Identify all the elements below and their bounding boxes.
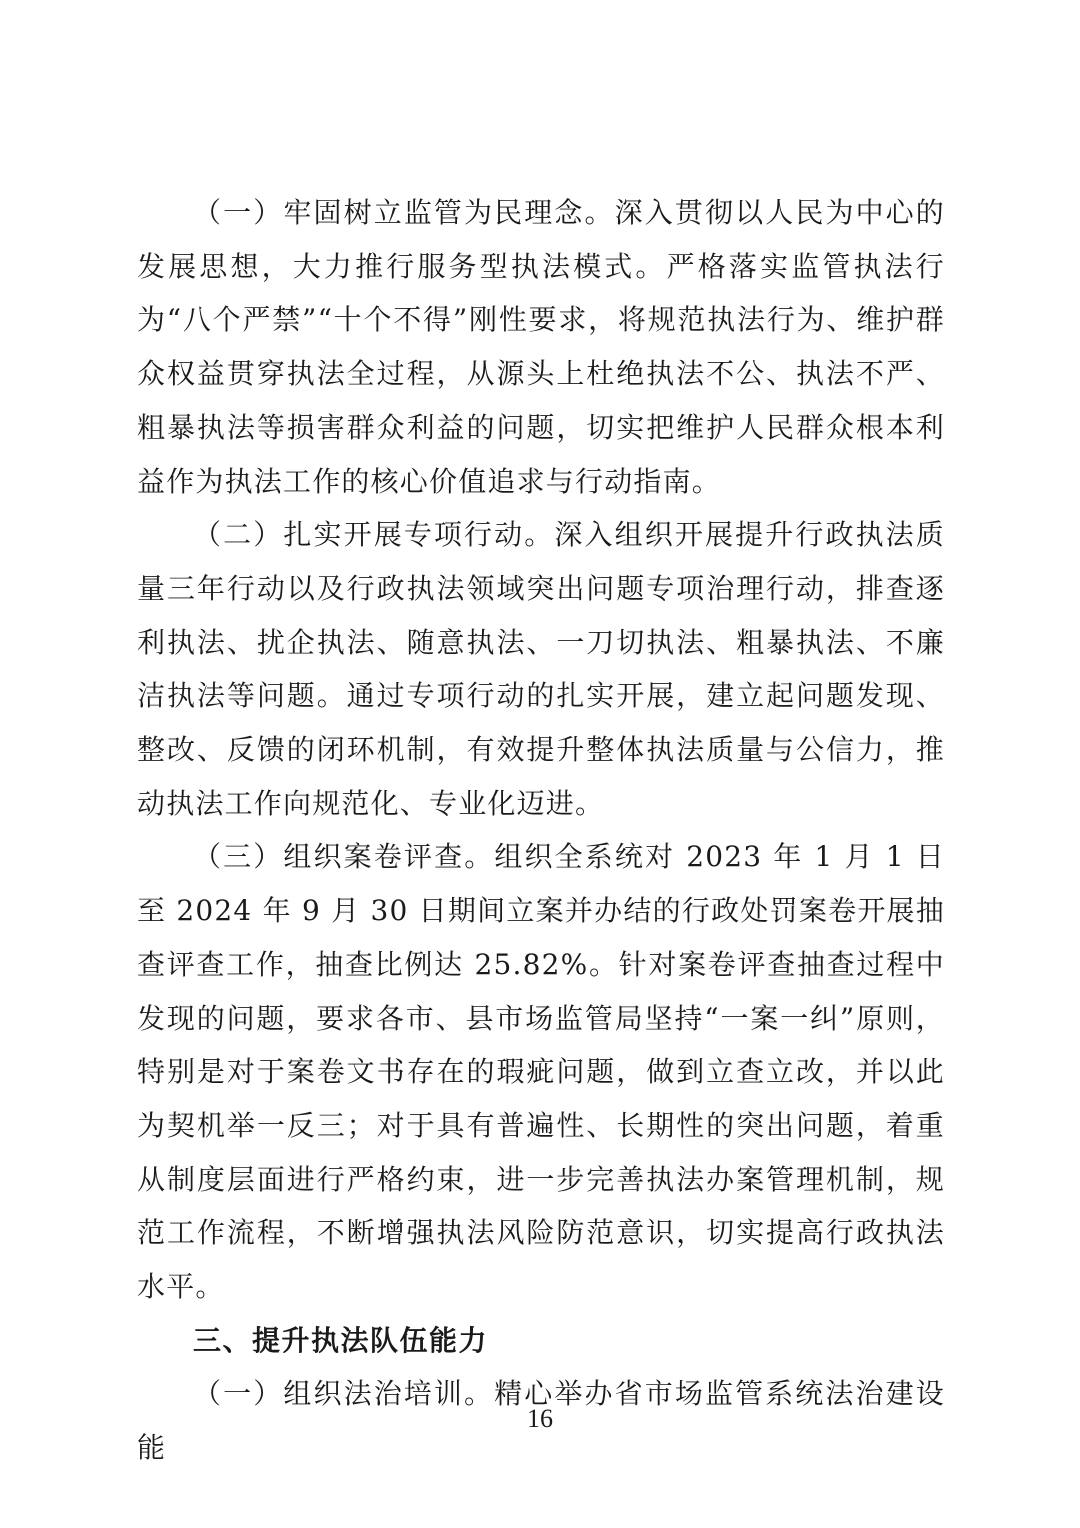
paragraph-3	[137, 830, 945, 1313]
paragraph-4-text: 精心举办省市场监管系统法治建设能	[137, 1377, 945, 1465]
paragraph-1-lead: （一）牢固树立监管为民理念。	[193, 196, 615, 229]
section-heading: 三、提升执法队伍能力	[193, 1323, 489, 1357]
paragraph-2	[137, 508, 945, 830]
paragraph-3-lead: （三）组织案卷评查。	[193, 840, 495, 874]
document-body	[137, 186, 945, 1475]
paragraph-3-text: 组织全系统对 2023 年 1 月 1 日至 2024 年 9 月 30 日期间立案并办结的行政处罚案卷开展抽查评查工作，抽查比例达 25.82%。针对案卷评查抽查过程中发现的问题，要求各市、县市场监管局坚持“一案一纠”原则，特别是对于案卷文书存在的瑕疵问题，做到立查立改，并以此为契机举一反三；对于具有普遍性、长期性的突出问题，着重从制度层面进行严格约束，进一步完善执法办案管理机制，规范工作流程，不断增强执法风险防范意识，切实提高行政执法水平。	[137, 840, 945, 1304]
paragraph-2-lead: （二）扎实开展专项行动。	[193, 518, 555, 552]
page-number: 16	[527, 1404, 553, 1433]
paragraph-1	[137, 186, 945, 508]
paragraph-4-lead: （一）组织法治培训。	[193, 1377, 495, 1411]
paragraph-2-text: 深入组织开展提升行政执法质量三年行动以及行政执法领域突出问题专项治理行动，排查逐利执法、扰企执法、随意执法、一刀切执法、粗暴执法、不廉洁执法等问题。通过专项行动的扎实开展，建立起问题发现、整改、反馈的闭环机制，有效提升整体执法质量与公信力，推动执法工作向规范化、专业化迈进。	[137, 518, 945, 820]
paragraph-1-text: 深入贯彻以人民为中心的发展思想，大力推行服务型执法模式。严格落实监管执法行为“八个严禁”“十个不得”刚性要求，将规范执法行为、维护群众权益贯穿执法全过程，从源头上杜绝执法不公、执法不严、粗暴执法等损害群众利益的问题，切实把维护人民群众根本利益作为执法工作的核心价值追求与行动指南。	[137, 196, 946, 498]
